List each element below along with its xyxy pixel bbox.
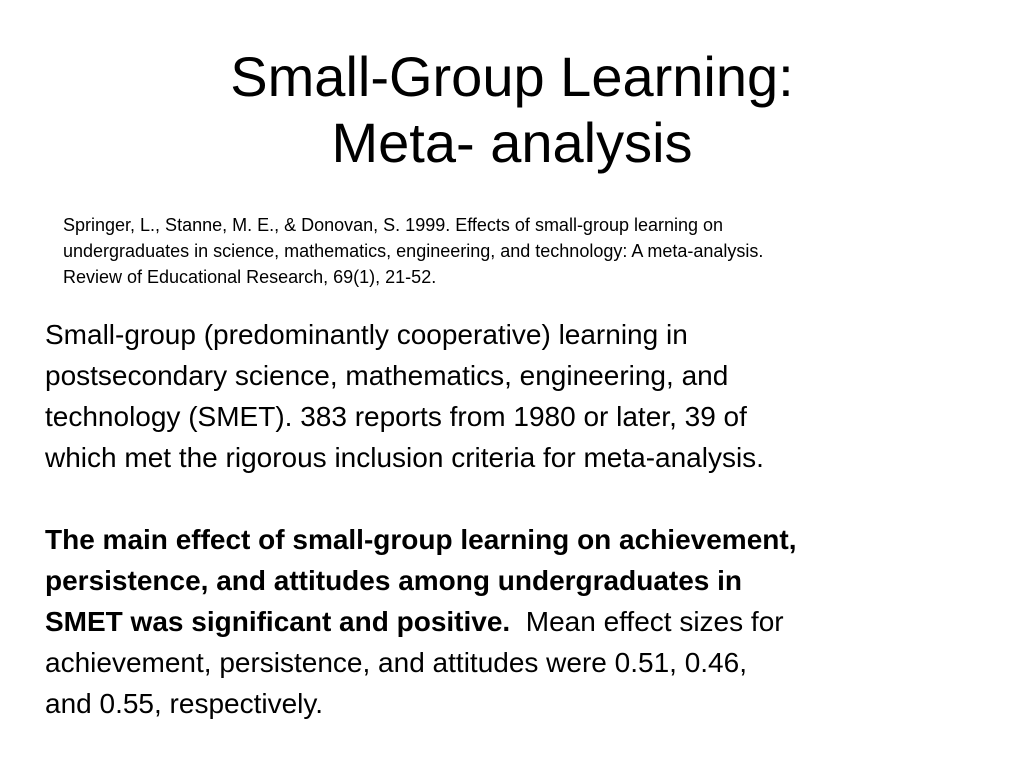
findings-paragraph — [45, 519, 995, 724]
paragraph-line: technology (SMET). 383 reports from 1980 or later, 39 of — [45, 401, 747, 432]
effect-size-text: Mean effect sizes for — [510, 606, 784, 637]
effect-size-line: achievement, persistence, and attitudes were 0.51, 0.46, — [45, 647, 747, 678]
effect-size-line: and 0.55, respectively. — [45, 688, 324, 719]
citation-line: Springer, L., Stanne, M. E., & Donovan, S. 1999. Effects of small-group learning on — [63, 215, 724, 235]
bold-finding-line: The main effect of small-group learning on achievement, — [45, 524, 797, 555]
citation-line: Review of Educational Research, 69(1), 21-52. — [63, 267, 437, 287]
bold-finding-text: SMET was significant and positive. — [45, 606, 511, 637]
paragraph-line: postsecondary science, mathematics, engineering, and — [45, 360, 729, 391]
mixed-line — [45, 601, 995, 642]
bold-finding-line: persistence, and attitudes among undergraduates in — [45, 565, 743, 596]
summary-paragraph — [45, 314, 995, 478]
paragraph-line: Small-group (predominantly cooperative) learning in — [45, 319, 688, 350]
title-line: Small-Group Learning: — [230, 45, 794, 108]
citation-line: undergraduates in science, mathematics, engineering, and technology: A meta-analysis. — [63, 241, 764, 261]
citation — [63, 212, 983, 290]
slide-title — [0, 44, 1024, 176]
paragraph-line: which met the rigorous inclusion criteria for meta-analysis. — [45, 442, 764, 473]
title-line: Meta- analysis — [331, 111, 693, 174]
